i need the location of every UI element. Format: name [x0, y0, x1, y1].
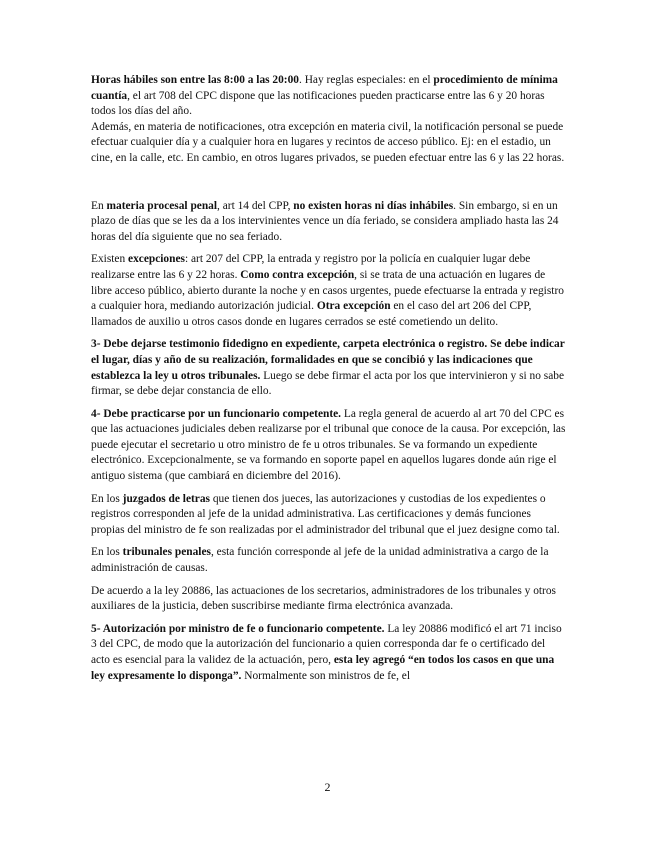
text-run: Normalmente son ministros de fe, el — [241, 669, 411, 682]
paragraph-ley-20886 — [91, 584, 566, 615]
bold-text-run: Otra excepción — [316, 300, 391, 313]
text-run: En — [91, 199, 107, 212]
bold-text-run: procedimiento de mínima cuantía — [91, 74, 558, 102]
paragraph-autorizacion — [91, 622, 566, 684]
text-run: En los — [91, 546, 123, 559]
paragraph-notificaciones — [91, 120, 566, 167]
text-run: : art 207 del CPP, la entrada y registro por la policía en cualquier lugar debe realizarse entre las 6 y 22 horas. — [91, 253, 531, 281]
text-run: De acuerdo a la ley 20886, las actuaciones de los secretarios, administradores de los tribunales y otros auxiliares de la justicia, deben suscribirse mediante firma electrónica avanzada. — [91, 584, 556, 613]
text-run: , el art 708 del CPC dispone que las notificaciones pueden practicarse entre las 6 y 20 horas todos los días del año. — [91, 89, 545, 118]
bold-text-run: 4- Debe practicarse por un funcionario competente. — [91, 407, 342, 420]
text-run: que tienen dos jueces, las autorizaciones y custodias de los expedientes o registros corresponden al jefe de la unidad administrativa. Las certificaciones y demás funciones propias del ministro de fe son realizadas por el administrador del tribunal que el juez designe como tal. — [91, 492, 560, 536]
text-run: Luego se debe firmar el acta por los que intervinieron y si no sabe firmar, se debe dejar constancia de ello. — [91, 369, 565, 398]
paragraph-tribunales-penales — [91, 545, 566, 576]
paragraph-testimonio — [91, 337, 566, 399]
bold-text-run: materia procesal penal — [106, 199, 218, 212]
text-run: . Sin embargo, si en un plazo de días que se les da a los intervinientes vence un día feriado, se considera ampliado hasta las 24 horas del día siguiente que no sea feriado. — [91, 199, 559, 243]
bold-text-run: no existen horas ni días inhábiles — [293, 199, 454, 212]
text-run: Existen — [91, 253, 129, 266]
paragraph-excepciones — [91, 252, 566, 330]
bold-text-run: excepciones — [128, 253, 185, 266]
text-run: La ley 20886 modificó el art 71 inciso 3 del CPC, de modo que la autorización del funcionario a quien corresponda dar fe o certificado del acto es esencial para la validez de la actuación, pero, — [91, 622, 562, 666]
bold-text-run: 3- Debe dejarse testimonio fidedigno en expediente, carpeta electrónica o registro. Se debe indicar el lugar, días y año de su realización, formalidades en que se concibió y las indicaciones que establezca la ley u otros tribunales. — [91, 338, 565, 382]
paragraph-juzgados-letras — [91, 492, 566, 539]
bold-text-run: 5- Autorización por ministro de fe o funcionario competente. — [91, 622, 385, 635]
text-run: La regla general de acuerdo al art 70 del CPC es que las actuaciones judiciales deben realizarse por el tribunal que conoce de la causa. Por excepción, las puede ejecutar el secretario u otro ministro de fe u otros tribunales. Se va formando un expediente electrónico. Excepcionalmente, se va formando en soporte papel en aquellos lugares donde aún rige el antiguo sistema (que cambiará en diciembre del 2016). — [91, 407, 566, 483]
paragraph-funcionario-competente — [91, 407, 566, 485]
bold-text-run: juzgados de letras — [122, 492, 210, 505]
text-run: , art 14 del CPP, — [217, 199, 294, 212]
text-run: , si se trata de una actuación en lugares de libre acceso público, abierto durante la noche y en casos urgentes, puede efectuarse la entrada y registro a cualquier hora, mediando autorización judicial. — [91, 268, 564, 313]
text-run: , esta función corresponde al jefe de la unidad administrativa a cargo de la administración de causas. — [91, 546, 549, 575]
paragraph-materia-penal — [91, 199, 566, 246]
bold-text-run: Como contra excepción — [240, 268, 355, 281]
page-number: 2 — [324, 780, 331, 794]
bold-text-run: Horas hábiles son entre las 8:00 a las 20:00 — [91, 74, 299, 86]
text-run: En los — [91, 492, 123, 505]
bold-text-run: tribunales penales — [122, 546, 211, 559]
text-run: en el caso del art 206 del CPP, llamados de auxilio u otros casos donde en lugares cerrados se esté cometiendo un delito. — [91, 300, 532, 328]
document-body — [91, 73, 566, 684]
text-run: Además, en materia de notificaciones, otra excepción en materia civil, la notificación personal se puede efectuar cualquier día y a cualquier hora en lugares y recintos de acceso público. Ej: en el estadio, un cine, en la calle, etc. En cambio, en otros lugares privados, se pueden efectuar entre las 6 y las 22 horas. — [91, 120, 565, 164]
text-run: . Hay reglas especiales: en el — [299, 74, 434, 86]
paragraph-horas-habiles — [91, 73, 566, 120]
bold-text-run: esta ley agregó “en todos los casos en que una ley expresamente lo disponga”. — [91, 654, 555, 682]
